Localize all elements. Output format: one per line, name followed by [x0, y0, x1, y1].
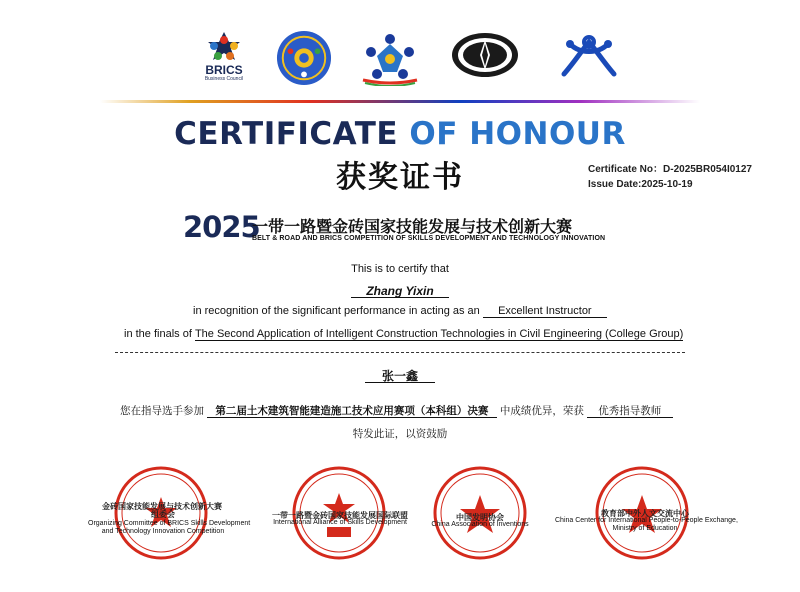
- chinese-body-line: [120, 403, 673, 418]
- recipient-name-line: [0, 285, 800, 298]
- seal-3-label-cn: 中国发明协会: [456, 513, 504, 522]
- recipient-name-en: Zhang Yixin: [351, 285, 449, 298]
- recipient-name-cn-line: [0, 370, 800, 383]
- brics-business-council-logo: [196, 30, 252, 86]
- chinese-prefix: 您在指导选手参加: [120, 405, 204, 417]
- seal-3-label-en-1: China Association of Inventions: [431, 521, 529, 528]
- seal-4-label-en-2: Ministry of Education: [612, 525, 678, 532]
- chinese-middle: 中成绩优异，荣获: [499, 405, 584, 417]
- certificate-title: [0, 116, 800, 152]
- chinese-closing-line: [0, 426, 800, 441]
- chinese-closing: 特发此证，以资鼓励: [352, 428, 448, 440]
- compass-emblem-logo: [450, 30, 520, 86]
- chinese-event: 第二届土木建筑智能建造施工技术应用赛项（本科组）决赛: [207, 405, 497, 418]
- competition-name-cn: 一带一路暨金砖国家技能发展与技术创新大赛: [252, 217, 573, 236]
- rainbow-divider: [100, 100, 700, 103]
- seal-4-label-cn: 教育部中外人文交流中心: [601, 509, 689, 518]
- seal-2-label-cn: 一带一路暨金砖国家技能发展国际联盟: [272, 511, 408, 520]
- competition-year: 2025: [183, 210, 260, 244]
- alliance-figures-logo: [358, 30, 422, 86]
- finals-value: The Second Application of Intelligent Construction Technologies in Civil Engineering (College Group): [194, 328, 684, 340]
- section-divider: [115, 352, 685, 353]
- certificate-info: [588, 162, 752, 192]
- seal-1-label-cn-2: 组委会: [151, 510, 175, 519]
- seal-1-label-cn: 金砖国家技能发展与技术创新大赛: [102, 502, 222, 511]
- seal-2-label-en-1: International Alliance of Skills Development: [273, 519, 407, 526]
- role-value: Excellent Instructor: [483, 305, 607, 318]
- title-part2: OF HONOUR: [409, 116, 626, 152]
- skills-emblem-logo: [274, 30, 334, 86]
- brics-text: BRICS: [205, 63, 243, 77]
- certify-text: This is to certify that: [351, 263, 449, 275]
- finals-line: [124, 328, 683, 341]
- recipient-name-cn: 张一鑫: [365, 370, 435, 383]
- knot-emblem-logo: [558, 30, 620, 86]
- seal-4-label-en-1: China Center for International People-to-People Exchange,: [555, 517, 738, 524]
- certificate-title-cn: 获奖证书: [336, 160, 464, 195]
- finals-prefix: in the finals of: [124, 328, 192, 340]
- competition-name-en: BELT & ROAD AND BRICS COMPETITION OF SKILLS DEVELOPMENT AND TECHNOLOGY INNOVATION: [252, 235, 606, 242]
- title-part1: CERTIFICATE: [174, 116, 399, 152]
- chinese-award: 优秀指导教师: [587, 405, 673, 418]
- certify-line: [0, 263, 800, 275]
- brics-subtext: Business Council: [204, 76, 244, 82]
- issue-date: Issue Date:2025-10-19: [588, 179, 693, 190]
- seal-1-label-en-2: and Technology Innovation Competition: [101, 528, 225, 535]
- recognition-text: in recognition of the significant performance in acting as an: [193, 305, 480, 317]
- recognition-line: [193, 305, 607, 318]
- seal-1-label-en-1: Organizing Committee of BRICS Skills Development: [88, 520, 251, 527]
- certificate-number: Certificate No：D-2025BR054I0127: [588, 164, 752, 175]
